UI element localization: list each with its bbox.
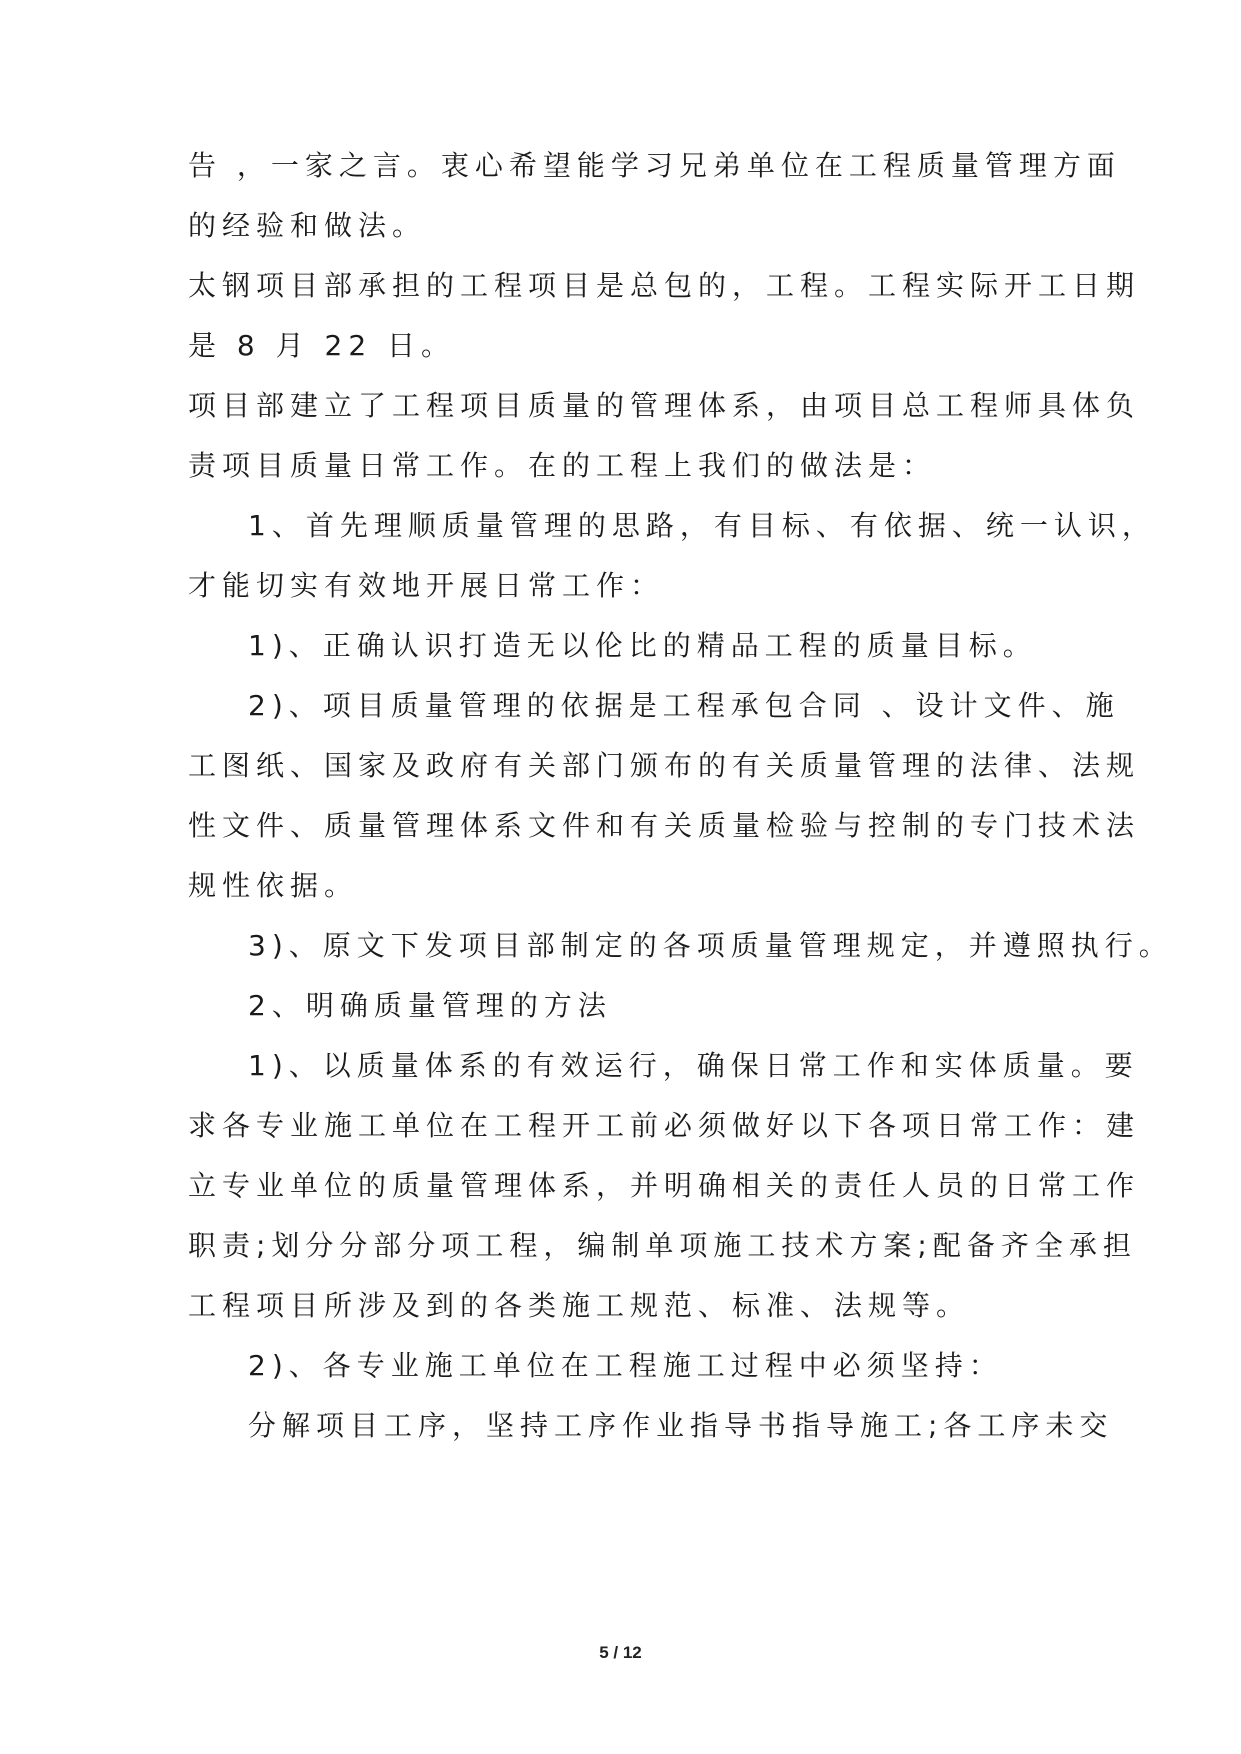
text-line: 2)、各专业施工单位在工程施工过程中必须坚持： <box>248 1349 1003 1382</box>
text-line: 责项目质量日常工作。在的工程上我们的做法是： <box>188 449 937 482</box>
text-line: 规性依据。 <box>188 869 359 902</box>
text-line: 告 ，一家之言。衷心希望能学习兄弟单位在工程质量管理方面 <box>188 149 1121 182</box>
text-line: 职责;划分分部分项工程，编制单项施工技术方案;配备齐全承担 <box>188 1229 1137 1262</box>
text-line: 的经验和做法。 <box>188 209 427 242</box>
text-line: 1)、正确认识打造无以伦比的精品工程的质量目标。 <box>248 629 1037 662</box>
text-line: 太钢项目部承担的工程项目是总包的，工程。工程实际开工日期 <box>188 269 1141 302</box>
text-line: 才能切实有效地开展日常工作： <box>188 569 665 602</box>
page-number: 5 / 12 <box>599 1643 642 1662</box>
text-line: 2、明确质量管理的方法 <box>248 989 612 1022</box>
text-line: 求各专业施工单位在工程开工前必须做好以下各项日常工作：建 <box>188 1109 1141 1142</box>
text-line: 分解项目工序，坚持工序作业指导书指导施工;各工序未交 <box>248 1409 1114 1442</box>
text-line: 2)、项目质量管理的依据是工程承包合同 、设计文件、施 <box>248 689 1120 722</box>
text-line: 项目部建立了工程项目质量的管理体系，由项目总工程师具体负 <box>188 389 1141 422</box>
text-line: 性文件、质量管理体系文件和有关质量检验与控制的专门技术法 <box>188 809 1141 842</box>
text-line: 1、首先理顺质量管理的思路，有目标、有依据、统一认识， <box>248 509 1156 542</box>
text-line: 立专业单位的质量管理体系，并明确相关的责任人员的日常工作 <box>188 1169 1141 1202</box>
text-line: 3)、原文下发项目部制定的各项质量管理规定，并遵照执行。 <box>248 929 1173 962</box>
text-line: 是 8 月 22 日。 <box>188 329 456 362</box>
text-line: 1)、以质量体系的有效运行，确保日常工作和实体质量。要 <box>248 1049 1139 1082</box>
text-line: 工程项目所涉及到的各类施工规范、标准、法规等。 <box>188 1289 971 1322</box>
text-line: 工图纸、国家及政府有关部门颁布的有关质量管理的法律、法规 <box>188 749 1141 782</box>
